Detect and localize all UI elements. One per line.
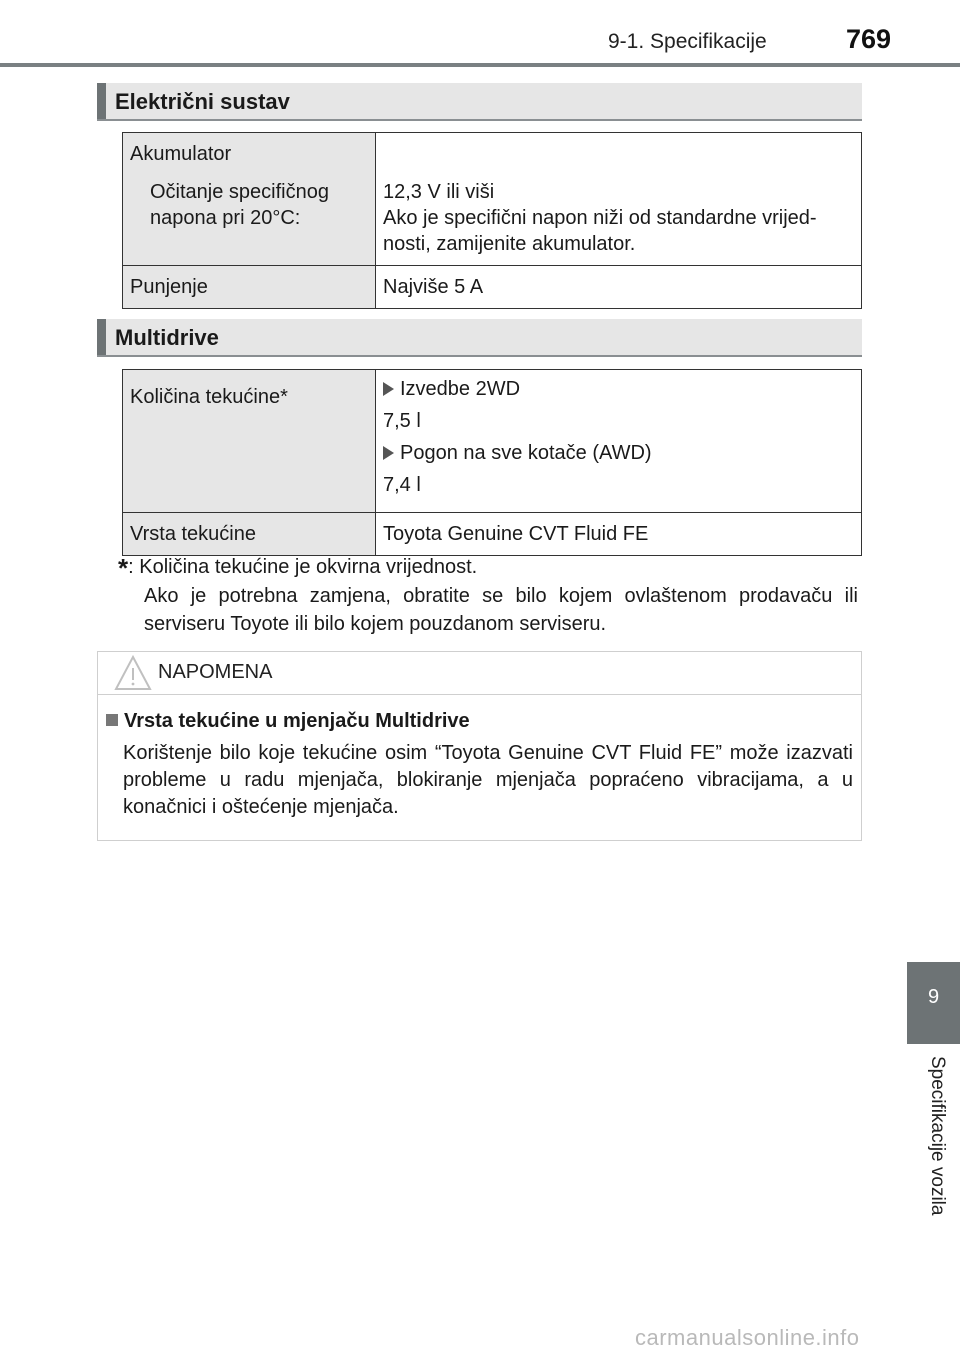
square-bullet-icon bbox=[106, 714, 118, 726]
bullet-text: Pogon na sve kotače (AWD) bbox=[400, 442, 652, 464]
row-label: Punjenje bbox=[130, 276, 208, 298]
table-cell-value bbox=[376, 133, 862, 266]
table-cell-value bbox=[376, 266, 862, 309]
section-header-electrical bbox=[97, 83, 862, 121]
value-line: Ako je specifični napon niži od standardne vrijed- bbox=[383, 207, 817, 229]
triangle-bullet-icon bbox=[383, 382, 394, 396]
table-cell-label bbox=[123, 133, 376, 266]
notice-label: NAPOMENA bbox=[158, 661, 273, 683]
sub-label-line: Očitanje specifičnog bbox=[150, 181, 329, 203]
table-row bbox=[123, 370, 862, 513]
bullet-item bbox=[383, 376, 854, 402]
electrical-spec-table bbox=[122, 132, 862, 309]
triangle-bullet-icon bbox=[383, 446, 394, 460]
value-line: 7,4 l bbox=[383, 474, 421, 496]
table-cell-label bbox=[123, 266, 376, 309]
footnote bbox=[118, 553, 858, 638]
notice-box bbox=[97, 651, 862, 841]
bullet-item bbox=[383, 440, 854, 466]
table-row bbox=[123, 266, 862, 309]
table-cell-value bbox=[376, 370, 862, 513]
header-title: 9-1. Specifikacije bbox=[608, 30, 767, 53]
section-title: Multidrive bbox=[115, 325, 219, 350]
section-header-multidrive bbox=[97, 319, 862, 357]
spacer bbox=[383, 141, 854, 167]
table-cell-value bbox=[376, 513, 862, 556]
value-line: 7,5 l bbox=[383, 410, 421, 432]
watermark: carmanualsonline.info bbox=[635, 1325, 860, 1350]
row-label: Količina tekućine* bbox=[130, 386, 288, 408]
section-header-bar bbox=[97, 319, 106, 355]
table-cell-label bbox=[123, 370, 376, 513]
warning-triangle-icon bbox=[114, 654, 152, 692]
table-row bbox=[123, 513, 862, 556]
sub-label-line: napona pri 20°C: bbox=[150, 207, 301, 229]
value-line: Najviše 5 A bbox=[383, 276, 484, 298]
notice-subheading-text: Vrsta tekućine u mjenjaču Multidrive bbox=[124, 710, 470, 732]
table-cell-label bbox=[123, 513, 376, 556]
footnote-line: : Količina tekućine je okvirna vrijednost. bbox=[128, 556, 478, 578]
table-row bbox=[123, 133, 862, 266]
section-header-bar bbox=[97, 83, 106, 119]
notice-subheading bbox=[106, 710, 470, 733]
section-title: Električni sustav bbox=[115, 89, 290, 114]
chapter-number: 9 bbox=[927, 986, 940, 1008]
sub-label bbox=[130, 179, 368, 231]
multidrive-spec-table bbox=[122, 369, 862, 556]
chapter-tab bbox=[907, 962, 960, 1044]
footnote-line: Ako je potrebna zamjena, obratite se bilo kojem ovlaštenom prodavaču ili serviseru Toyote ili bilo kojem pouzdanom serviseru. bbox=[144, 585, 858, 635]
notice-body: Korištenje bilo koje tekućine osim “Toyota Genuine CVT Fluid FE” može izazvati probleme u radu mjenjača, blokiranje mjenjača popraćeno vibracijama, a u konačnici i oštećenje mjenjača. bbox=[123, 742, 853, 818]
footnote-star: * bbox=[118, 553, 129, 583]
page-number: 769 bbox=[846, 24, 892, 54]
bullet-text: Izvedbe 2WD bbox=[400, 378, 521, 400]
notice-header bbox=[98, 652, 861, 695]
header-rule bbox=[0, 63, 960, 67]
value-line: Toyota Genuine CVT Fluid FE bbox=[383, 523, 649, 545]
value-line: nosti, zamijenite akumulator. bbox=[383, 233, 636, 255]
row-label: Vrsta tekućine bbox=[130, 523, 256, 545]
value-line: 12,3 V ili viši bbox=[383, 181, 495, 203]
row-label: Akumulator bbox=[130, 143, 232, 165]
chapter-label: Specifikacije vozila bbox=[927, 1056, 948, 1216]
